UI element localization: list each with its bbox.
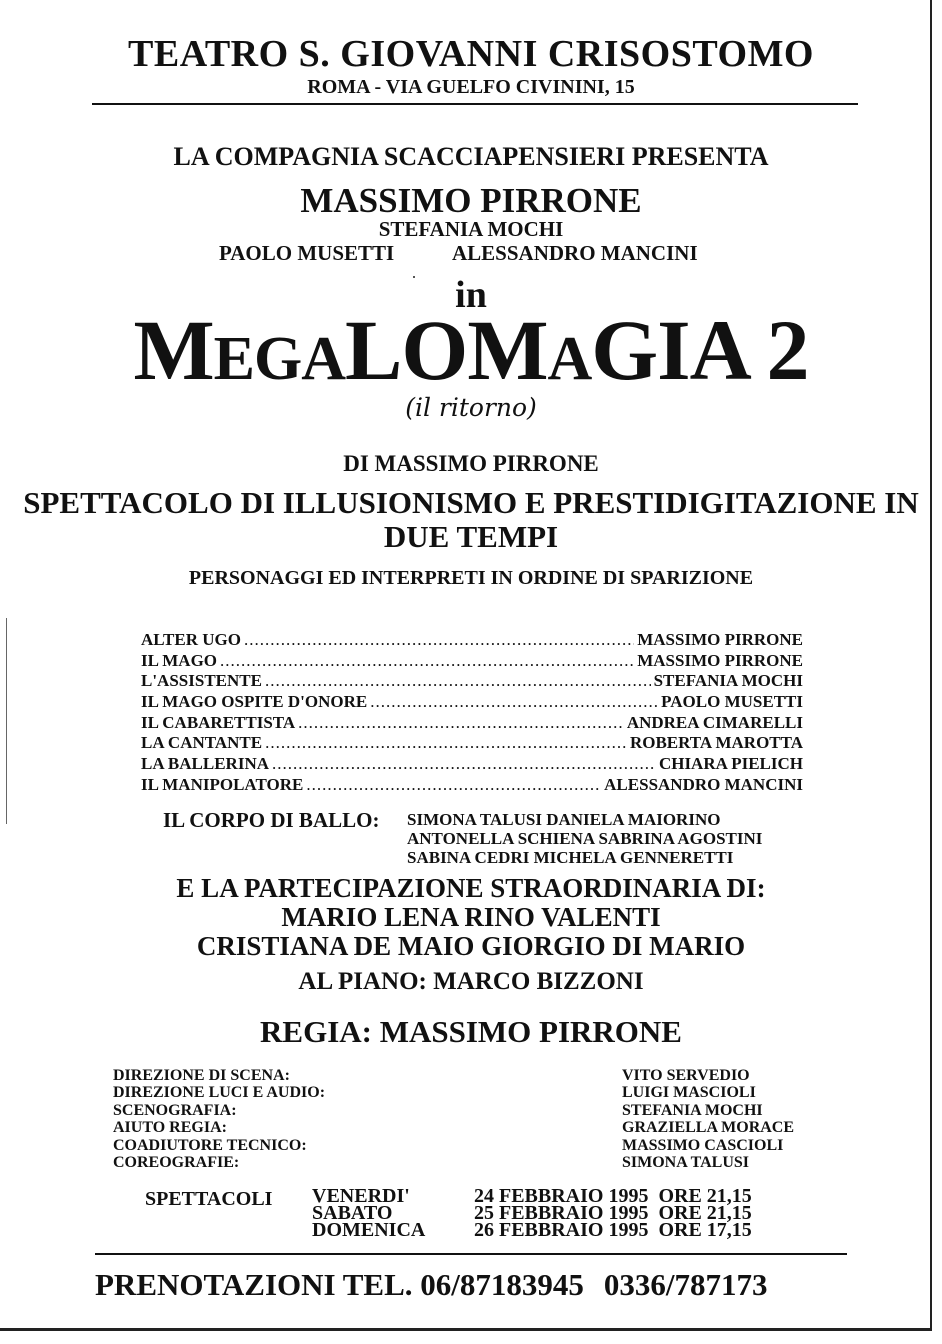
actor-left: PAOLO MUSETTI bbox=[219, 241, 395, 265]
page-edge-bottom bbox=[0, 1328, 932, 1331]
crew-name: STEFANIA MOCHI bbox=[622, 1101, 763, 1119]
title-letters-ega: EGA bbox=[213, 325, 346, 393]
leader-dots bbox=[265, 671, 651, 691]
show-date: 24 FEBBRAIO 1995 bbox=[474, 1185, 649, 1207]
cast-actor: PAOLO MUSETTI bbox=[661, 692, 803, 712]
crew-roles bbox=[113, 1067, 325, 1171]
title-letter-m1: M bbox=[133, 302, 214, 398]
cast-row bbox=[141, 671, 803, 692]
crew-role: DIREZIONE DI SCENA: bbox=[113, 1067, 290, 1084]
header-rule bbox=[92, 103, 858, 105]
cast-role: LA CANTANTE bbox=[141, 733, 263, 753]
show-day: SABATO bbox=[312, 1202, 393, 1224]
partecipazione-line: CRISTIANA DE MAIO GIORGIO DI MARIO bbox=[196, 931, 746, 961]
crew-role: DIREZIONE LUCI E AUDIO: bbox=[113, 1084, 326, 1102]
ballo-line: ANTONELLA SCHIENA SABRINA AGOSTINI bbox=[407, 829, 763, 848]
cast-role: IL MAGO bbox=[141, 650, 218, 670]
leader-dots bbox=[306, 775, 601, 795]
corpo-di-ballo-label: IL CORPO DI BALLO: bbox=[163, 808, 380, 832]
spettacoli-label: SPETTACOLI bbox=[145, 1188, 273, 1210]
corpo-di-ballo-names bbox=[407, 810, 762, 867]
partecipazione-block bbox=[0, 874, 942, 961]
second-actor: STEFANIA MOCHI bbox=[378, 217, 564, 241]
cast-row bbox=[141, 754, 803, 775]
crew-role: COREOGRAFIE: bbox=[113, 1154, 240, 1172]
title-letter-m2: M bbox=[467, 302, 548, 398]
leader-dots bbox=[265, 733, 627, 753]
cast-role: IL MAGO OSPITE D'ONORE bbox=[141, 692, 368, 712]
in-label: in bbox=[455, 274, 487, 316]
cast-role: ALTER UGO bbox=[141, 630, 241, 649]
cast-row bbox=[141, 630, 803, 651]
cast-row bbox=[141, 775, 803, 796]
personaggi-header: PERSONAGGI ED INTERPRETI IN ORDINE DI SPARIZIONE bbox=[188, 567, 754, 589]
crew-role: SCENOGRAFIA: bbox=[113, 1101, 237, 1119]
leader-dots bbox=[220, 651, 634, 671]
prenotazioni bbox=[95, 1267, 768, 1303]
cast-role: L'ASSISTENTE bbox=[141, 671, 262, 691]
show-subtitle: (il ritorno) bbox=[405, 393, 537, 422]
cast-row bbox=[141, 651, 803, 672]
crew-names bbox=[622, 1067, 794, 1171]
cast-role: IL CABARETTISTA bbox=[141, 712, 296, 732]
cast-list bbox=[141, 630, 803, 796]
leader-dots bbox=[298, 713, 624, 733]
cast-role: LA BALLERINA bbox=[141, 754, 270, 774]
title-letter-a: A bbox=[547, 325, 592, 393]
show-author: DI MASSIMO PIRRONE bbox=[343, 451, 599, 476]
regia-credit: REGIA: MASSIMO PIRRONE bbox=[260, 1014, 682, 1049]
actor-right: ALESSANDRO MANCINI bbox=[452, 241, 698, 265]
show-time: ORE 21,15 bbox=[658, 1202, 752, 1224]
show-date: 25 FEBBRAIO 1995 bbox=[474, 1202, 649, 1224]
crew-name: SIMONA TALUSI bbox=[622, 1154, 749, 1172]
scan-edge-mark bbox=[6, 618, 7, 824]
spettacoli-dates bbox=[474, 1185, 752, 1241]
crew-name: GRAZIELLA MORACE bbox=[622, 1119, 795, 1137]
cast-actor: CHIARA PIELICH bbox=[658, 754, 803, 774]
prenotazioni-phone-2: 0336/787173 bbox=[603, 1267, 768, 1302]
crew-role: COADIUTORE TECNICO: bbox=[113, 1136, 307, 1154]
cast-actor: MASSIMO PIRRONE bbox=[637, 630, 803, 649]
ballo-line: SABINA CEDRI MICHELA GENNERETTI bbox=[407, 848, 734, 867]
show-day: DOMENICA bbox=[312, 1219, 426, 1241]
footer-rule bbox=[95, 1253, 847, 1255]
cast-row bbox=[141, 692, 803, 713]
title-letters-gia-2: GIA 2 bbox=[591, 302, 809, 398]
theatre-name: TEATRO S. GIOVANNI CRISOSTOMO bbox=[128, 33, 814, 75]
piano-credit: AL PIANO: MARCO BIZZONI bbox=[298, 968, 644, 995]
lead-actor: MASSIMO PIRRONE bbox=[300, 181, 642, 220]
crew-name: VITO SERVEDIO bbox=[622, 1067, 750, 1084]
leader-dots bbox=[272, 754, 656, 774]
cast-actor: ANDREA CIMARELLI bbox=[626, 712, 803, 732]
show-date-row bbox=[474, 1219, 752, 1241]
leader-dots bbox=[244, 630, 634, 650]
cast-actor: STEFANIA MOCHI bbox=[653, 671, 803, 691]
cast-row bbox=[141, 733, 803, 754]
show-date: 26 FEBBRAIO 1995 bbox=[474, 1219, 649, 1241]
crew-name: MASSIMO CASCIOLI bbox=[622, 1136, 784, 1154]
partecipazione-line: MARIO LENA RINO VALENTI bbox=[281, 902, 661, 932]
show-genre: SPETTACOLO DI ILLUSIONISMO E PRESTIDIGITAZIONE IN DUE TEMPI bbox=[23, 485, 919, 554]
crew-name: LUIGI MASCIOLI bbox=[622, 1084, 756, 1102]
show-day: VENERDI' bbox=[312, 1185, 410, 1207]
cast-actor: MASSIMO PIRRONE bbox=[637, 650, 803, 670]
crew-role: AIUTO REGIA: bbox=[113, 1119, 227, 1137]
spettacoli-days bbox=[312, 1185, 426, 1241]
title-letter-l: L bbox=[345, 302, 402, 398]
company-presents: LA COMPAGNIA SCACCIAPENSIERI PRESENTA bbox=[173, 142, 769, 171]
prenotazioni-phone: PRENOTAZIONI TEL. 06/87183945 bbox=[95, 1267, 584, 1302]
cast-role: IL MANIPOLATORE bbox=[141, 774, 304, 794]
partecipazione-line: E LA PARTECIPAZIONE STRAORDINARIA DI: bbox=[176, 873, 766, 903]
show-title bbox=[0, 300, 942, 400]
leader-dots bbox=[370, 692, 658, 712]
title-letter-o: O bbox=[401, 302, 468, 398]
theatre-address: ROMA - VIA GUELFO CIVININI, 15 bbox=[307, 76, 635, 98]
show-time: ORE 17,15 bbox=[658, 1219, 752, 1241]
cast-actor: ALESSANDRO MANCINI bbox=[604, 774, 803, 794]
cast-actor: ROBERTA MAROTTA bbox=[629, 733, 803, 753]
show-time: ORE 21,15 bbox=[658, 1185, 752, 1207]
ballo-line: SIMONA TALUSI DANIELA MAIORINO bbox=[407, 810, 721, 829]
cast-row bbox=[141, 713, 803, 734]
